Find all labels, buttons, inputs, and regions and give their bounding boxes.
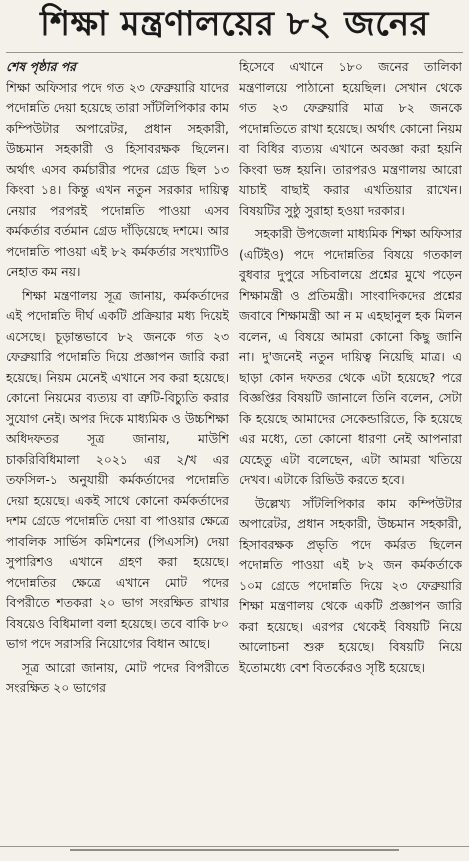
- paragraph: উল্লেখ্য সাঁটলিপিকার কাম কম্পিউটার অপারেটর, প্রধান সহকারী, উচ্চমান সহকারী, হিসাবরক্ষক প্রভৃতি পদে কর্মরত ছিলেন পদোন্নতি পাওয়া এই ৮২ জন কর্মকর্তাকে ১০ম গ্রেডে পদোন্নতি দিয়ে ২৩ ফেব্রুয়ারি শিক্ষা মন্ত্রণালয় থেকে একটি প্রজ্ঞাপন জারি করা হয়েছে। এরপর থেকেই বিষয়টি নিয়ে আলোচনা শুরু হয়েছে। বিষয়টি নিয়ে ইতোমধ্যে বেশ বিতর্কেরও সৃষ্টি হয়েছে।: [239, 495, 462, 675]
- paragraph: সহকারী উপজেলা মাধ্যমিক শিক্ষা অফিসার (এটিইও) পদে পদোন্নতির বিষয়ে গতকাল বুধবার দুপুরে সচিবালয়ে প্রশ্নের মুখে পড়েন শিক্ষামন্ত্রী ও প্রতিমন্ত্রী। সাংবাদিকদের প্রশ্নের জবাবে শিক্ষামন্ত্রী আ ন ম এহছানুল হক মিলন বলেন, এ বিষয়ে আমরা কোনো কিছু জানি না। দু'জনেই নতুন দায়িত্ব নিয়েছি মাত্র। এ ছাড়া কোন দফতর থেকে এটা হয়েছে? পরে বিজ্ঞপ্তির বিষয়টি জানালে তিনি বলেন, সেটা কি হয়েছে আমাদের সেকেন্ডারিতে, কি হয়েছে এর মধ্যে, তো কোনো ধারণা নেই আপনারা যেহেতু এটা বলেছেন, এটা আমরা খতিয়ে দেখব। এটাকে রিভিউ করতে হবে।: [239, 226, 462, 487]
- cutoff-line: [70, 849, 398, 861]
- article-body: [6, 57, 463, 847]
- next-headline-cutoff: [0, 846, 469, 861]
- paragraph: শিক্ষা মন্ত্রণালয় সূত্র জানায়, কর্মকর্তাদের এই পদোন্নতি দীর্ঘ একটি প্রক্রিয়ার মধ্য দিয়েই এসেছে। চূড়ান্তভাবে ৮২ জনকে গত ২৩ ফেব্রুয়ারি পদোন্নতি দিয়ে প্রজ্ঞাপন জারি করা হয়েছে। নিয়ম মেনেই এখানে সব করা হয়েছে। কোনো নিয়মের ব্যত্যয় বা ত্রুটি-বিচ্যুতি করার সুযোগ নেই। অপর দিকে মাধ্যমিক ও উচ্চশিক্ষা অধিদফতর সূত্র জানায়, মাউশি চাকরিবিধিমালা ২০২১ এর ২/খ এর তফসিল-১ অনুযায়ী কর্মকর্তাদের পদোন্নতি দেয়া হয়েছে। একই সাথে কোনো কর্মকর্তাদের দশম গ্রেডে পদোন্নতি দেয়া বা পাওয়ার ক্ষেত্রে পাবলিক সার্ভিস কমিশনের (পিএসসি) দেয়া সুপারিশও এখানে গ্রহণ করা হয়েছে। পদোন্নতির ক্ষেত্রে এখানে মোট পদের বিপরীতে শতকরা ২০ ভাগ সংরক্ষিত রাখার বিষয়েও বিধিমালা বলা হয়েছে। তবে বাকি ৮০ ভাগ পদে সরাসরি নিয়োগের বিধান আছে।: [6, 287, 229, 651]
- paragraph: শিক্ষা অফিসার পদে গত ২৩ ফেব্রুয়ারি যাদের পদোন্নতি দেয়া হয়েছে তারা সাঁটলিপিকার কাম কম্পিউটার অপারেটর, প্রধান সহকারী, উচ্চমান সহকারী ও হিসাবরক্ষক ছিলেন। অর্থাৎ এসব কর্মচারীর পদের গ্রেড ছিল ১৩ কিংবা ১৪। কিন্তু এখন নতুন সরকার দায়িত্ব নেয়ার পরপরই পদোন্নতি পাওয়া এসব কর্মকর্তার বর্তমান গ্রেড দাঁড়িয়েছে দশমে। আর পদোন্নতি পাওয়া এই ৮২ কর্মকর্তার সংখ্যাটিও নেহাত কম নয়।: [6, 79, 229, 279]
- paragraph: হিসেবে এখানে ১৮০ জনের তালিকা মন্ত্রণালয়ে পাঠানো হয়েছিল। সেখান থেকে গত ২৩ ফেব্রুয়ারি মাত্র ৮২ জনকে পদোন্নতিতে রাখা হয়েছে। অর্থাৎ কোনো নিয়ম বা বিধির ব্যত্যয় এখানে অবজ্ঞা করা হয়নি কিংবা ভঙ্গ হয়নি। তারপরও মন্ত্রণালয় আরো যাচাই বাছাই করার এখতিয়ার রাখেন। বিষয়টির সুষ্ঠু সুরাহা হওয়া দরকার।: [239, 59, 462, 218]
- left-column: [6, 57, 229, 847]
- paragraph: সূত্র আরো জানায়, মোট পদের বিপরীতে সংরক্ষিত ২০ ভাগের: [6, 659, 229, 695]
- headline: শিক্ষা মন্ত্রণালয়ের ৮২ জনের: [6, 0, 463, 53]
- right-column: [239, 57, 462, 847]
- continuation-kicker: শেষ পৃষ্ঠার পর: [6, 59, 76, 74]
